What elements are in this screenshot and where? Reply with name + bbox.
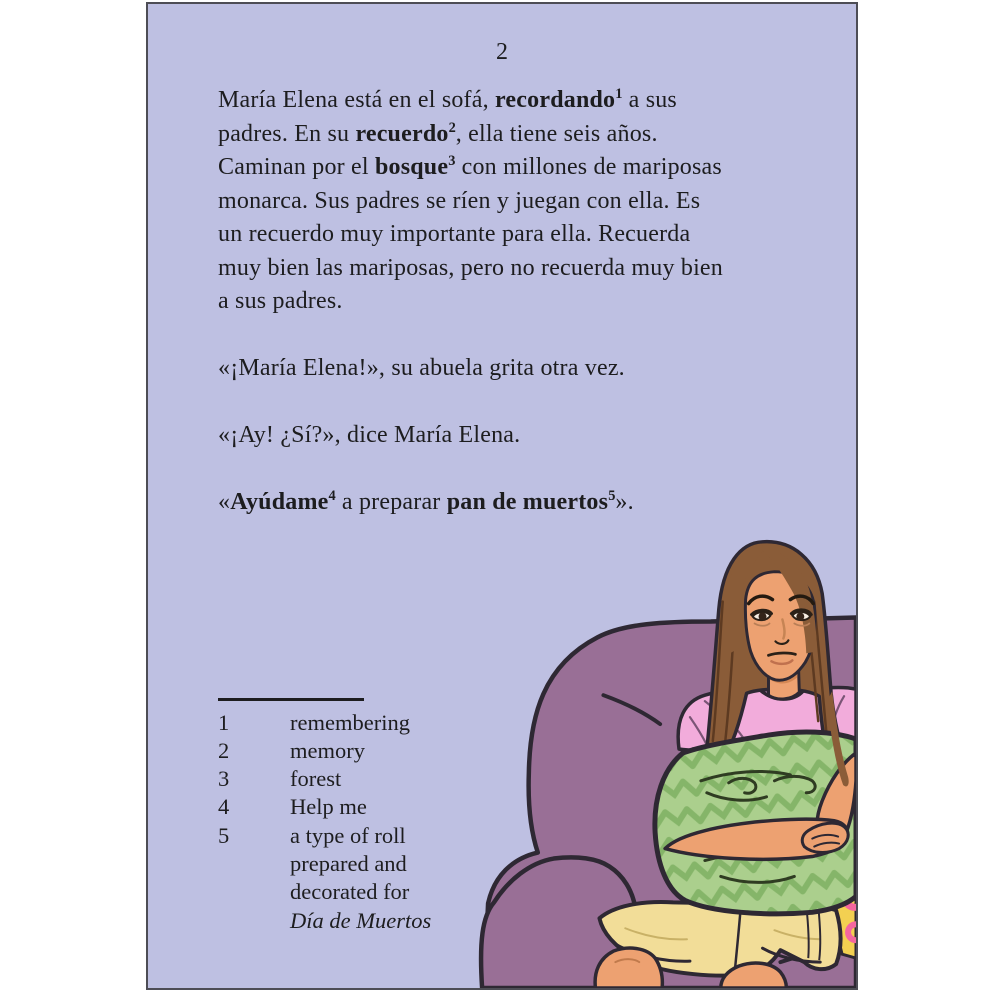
story-line xyxy=(218,84,723,118)
page-number: 2 xyxy=(496,39,508,65)
text-run: pan de muertos xyxy=(446,489,609,515)
footnote-number: 3 xyxy=(218,766,230,792)
footnote-ref: 5 xyxy=(608,488,616,504)
text-run: un recuerdo muy importante para ella. Recuerda xyxy=(218,221,691,247)
footnote-item xyxy=(218,765,431,793)
footnote-line xyxy=(290,850,431,878)
text-run: decorated for xyxy=(290,879,410,905)
footnote-number: 4 xyxy=(218,794,230,820)
text-run: a type of roll xyxy=(290,822,406,848)
text-run: recordando xyxy=(495,87,616,113)
text-run: prepared and xyxy=(290,850,407,876)
footnote-ref: 2 xyxy=(448,119,456,136)
text-run: Help me xyxy=(290,794,367,820)
footnote-line xyxy=(290,907,431,935)
footnote-number: 1 xyxy=(218,709,230,735)
text-run: padres. En su xyxy=(218,120,356,147)
text-run: Día de Muertos xyxy=(290,907,432,933)
shirt xyxy=(678,687,856,774)
footnote-list xyxy=(218,709,431,935)
girl xyxy=(595,542,856,988)
footnote-rule xyxy=(218,698,364,701)
hand xyxy=(802,823,848,852)
neck xyxy=(768,661,799,699)
text-run: con millones de mariposas xyxy=(455,154,722,180)
story-line xyxy=(218,218,723,252)
story-line xyxy=(218,419,723,453)
text-run: monarca. Sus padres se ríen y juegan con ella. Es xyxy=(218,187,701,214)
footnote-number: 2 xyxy=(218,737,230,763)
footnote-line xyxy=(290,822,431,850)
text-run: «¡María Elena!», su abuela grita otra vez. xyxy=(218,355,625,381)
story-text xyxy=(218,84,723,520)
text-run: recuerdo xyxy=(355,120,449,147)
footnote-text xyxy=(290,709,410,737)
text-run: «¡Ay! ¿Sí?», dice María Elena. xyxy=(218,422,521,448)
footnote-item xyxy=(218,709,431,737)
text-run: a sus padres. xyxy=(218,288,343,314)
story-line xyxy=(218,118,723,152)
text-run: memory xyxy=(290,737,365,763)
footnotes xyxy=(218,698,431,935)
text-run: María Elena está en el sofá, xyxy=(218,87,496,113)
text-run: Ayúdame xyxy=(230,489,329,515)
story-line xyxy=(218,151,723,185)
pillow xyxy=(655,732,856,914)
story-line xyxy=(218,285,723,319)
story-paragraph xyxy=(218,352,723,386)
text-run: Caminan por el xyxy=(218,154,375,180)
footnote-number: 5 xyxy=(218,822,230,848)
text-run: remembering xyxy=(290,709,410,735)
footnote-line xyxy=(290,878,431,906)
text-run: bosque xyxy=(374,154,449,180)
footnote-ref: 4 xyxy=(328,488,336,504)
footnote-item xyxy=(218,737,431,765)
patterned-cushion xyxy=(835,874,856,958)
story-paragraph xyxy=(218,419,723,453)
footnote-text xyxy=(290,822,431,935)
hair-back xyxy=(705,542,853,791)
face xyxy=(745,572,815,681)
footnote-line xyxy=(290,765,341,793)
story-paragraph xyxy=(218,486,723,520)
story-line xyxy=(218,486,723,520)
legs xyxy=(595,948,786,988)
book-page xyxy=(146,2,858,990)
footnote-text xyxy=(290,765,341,793)
footnote-item xyxy=(218,822,431,935)
face-features xyxy=(749,596,814,664)
footnote-line xyxy=(290,709,410,737)
text-run: forest xyxy=(290,766,342,792)
footnote-text xyxy=(290,793,367,821)
armchair xyxy=(481,618,856,988)
text-run: muy bien las mariposas, pero no recuerda muy bien xyxy=(218,254,723,281)
text-run: a preparar xyxy=(335,489,447,515)
footnote-ref: 1 xyxy=(615,86,623,102)
armrest xyxy=(481,857,637,988)
text-run: « xyxy=(218,489,231,515)
story-line xyxy=(218,185,723,219)
story-paragraph xyxy=(218,84,723,319)
text-run: ». xyxy=(615,489,634,515)
shorts xyxy=(599,902,840,976)
story-line xyxy=(218,252,723,286)
footnote-item xyxy=(218,793,431,821)
text-run: , ella tiene seis años. xyxy=(455,120,658,147)
footnote-line xyxy=(290,793,367,821)
footnote-ref: 3 xyxy=(448,153,456,169)
story-line xyxy=(218,352,723,386)
text-run: a sus xyxy=(622,87,677,113)
footnote-text xyxy=(290,737,365,765)
footnote-line xyxy=(290,737,365,765)
